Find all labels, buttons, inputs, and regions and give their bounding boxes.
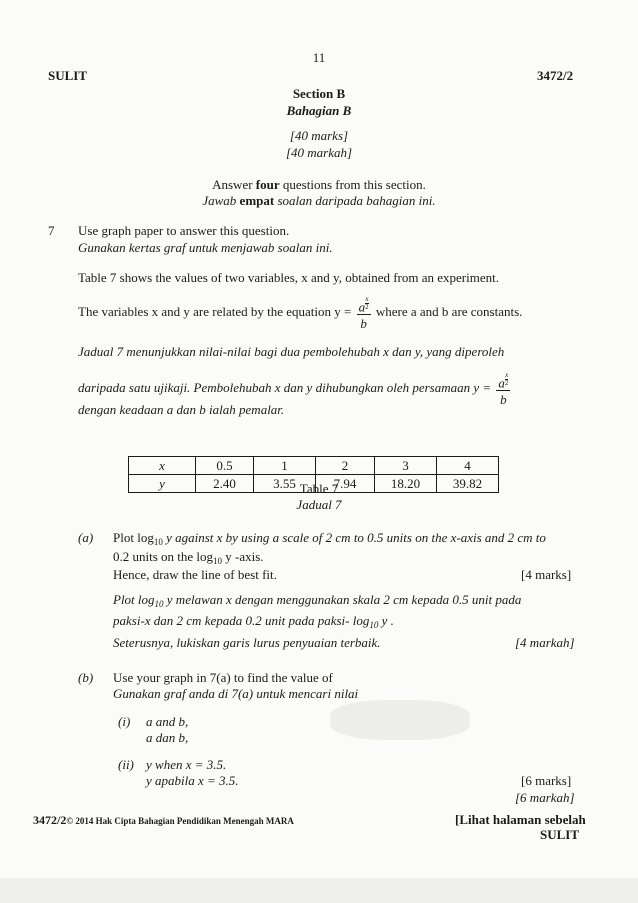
constants-note-malay: dengan keadaan a dan b ialah pemalar. — [78, 402, 285, 417]
part-a-line-3-malay: Seterusnya, lukiskan garis lurus penyuaian terbaik. — [113, 635, 381, 650]
section-instruction: Answer four questions from this section. — [212, 177, 426, 192]
table-cell: 2 — [316, 457, 375, 475]
table-caption-malay: Jadual 7 — [296, 497, 342, 512]
table-description-malay: Jadual 7 menunjukkan nilai-nilai bagi dua pembolehubah x dan y, yang diperoleh — [78, 344, 505, 359]
table-cell: 4 — [437, 457, 499, 475]
footer-copyright: 3472/2© 2014 Hak Cipta Bahagian Pendidikan Menengah MARA — [33, 813, 294, 827]
part-a-line-1-malay: Plot $\log_{10} y$ melawan x dengan menggunakan skala 2 cm kepada 0.5 unit pada — [113, 592, 522, 609]
table-cell: 39.82 — [437, 475, 499, 493]
part-b-ii-label: (ii) — [118, 757, 134, 772]
table-cell: 0.5 — [196, 457, 254, 475]
part-a-marks-malay: [4 markah] — [515, 635, 575, 650]
part-b-line-malay: Gunakan graf anda di 7(a) untuk mencari nilai — [113, 686, 359, 701]
table-cell: 7.94 — [316, 475, 375, 493]
section-marks: [40 marks] — [289, 128, 349, 143]
part-b-i-text-malay: a dan b, — [146, 730, 189, 745]
scan-smudge — [330, 700, 470, 740]
table-header-x: x — [129, 457, 196, 475]
footer-turn-over: [Lihat halaman sebelah — [455, 812, 586, 827]
part-a-line-3: Hence, draw the line of best fit. — [113, 567, 277, 582]
section-marks-malay: [40 markah] — [285, 145, 353, 160]
table-cell: 2.40 — [196, 475, 254, 493]
table-cell: 18.20 — [375, 475, 437, 493]
part-a-line-2: 0.2 units on the $\log_{10} y$ -axis. — [113, 549, 264, 566]
page-number: 11 — [312, 50, 326, 65]
question-line-en: Use graph paper to answer this question. — [78, 223, 290, 238]
equation-fraction-malay: a $^{\frac{x}{2}}$ b — [498, 371, 509, 408]
equation-fraction: a $^{\frac{x}{2}}$ b — [358, 295, 369, 332]
part-a-line-2-malay: paksi-x dan 2 cm kepada 0.2 unit pada paksi- $\log_{10} y$ . — [113, 613, 394, 630]
table-caption: Table 7 — [299, 481, 339, 496]
part-b-line: Use your graph in 7(a) to find the value of — [113, 670, 333, 685]
header-paper-code: 3472/2 — [537, 68, 574, 83]
part-a-line-1: Plot $\log_{10} y$ against x by using a scale of 2 cm to 0.5 units on the x-axis and 2 cm to — [113, 530, 546, 547]
table-cell: 3 — [375, 457, 437, 475]
part-b-i-text: a and b, — [146, 714, 189, 729]
equation-sentence: The variables x and y are related by the equation y = a $^{\frac{x}{2}}$ b where a and b are constants. — [78, 295, 523, 332]
scan-bottom-shadow — [0, 878, 638, 903]
part-b-ii-text: y when x = 3.5. — [146, 757, 227, 772]
question-line-ms: Gunakan kertas graf untuk menjawab soalan ini. — [78, 240, 333, 255]
table-row-x — [129, 457, 499, 475]
part-b-marks: [6 marks] — [521, 773, 572, 788]
table-cell: 3.55 — [254, 475, 316, 493]
section-instruction-malay: Jawab empat soalan daripada bahagian ini. — [202, 193, 436, 208]
table-cell: 1 — [254, 457, 316, 475]
section-title-malay: Bahagian B — [286, 103, 352, 118]
equation-sentence-malay: daripada satu ujikaji. Pembolehubah x dan y dihubungkan oleh persamaan y = a $^{\frac{x}{2}}$ b — [78, 371, 509, 408]
header-sulit: SULIT — [48, 68, 88, 83]
question-number: 7 — [48, 223, 55, 238]
section-title: Section B — [292, 86, 346, 101]
part-b-ii-text-malay: y apabila x = 3.5. — [146, 773, 239, 788]
part-b-label: (b) — [78, 670, 94, 685]
part-a-marks: [4 marks] — [521, 567, 572, 582]
table-header-y: y — [129, 475, 196, 493]
part-b-i-label: (i) — [118, 714, 131, 729]
part-b-marks-malay: [6 markah] — [515, 790, 575, 805]
table-description: Table 7 shows the values of two variables, x and y, obtained from an experiment. — [78, 270, 499, 285]
part-a-label: (a) — [78, 530, 94, 545]
footer-sulit: SULIT — [540, 827, 580, 842]
